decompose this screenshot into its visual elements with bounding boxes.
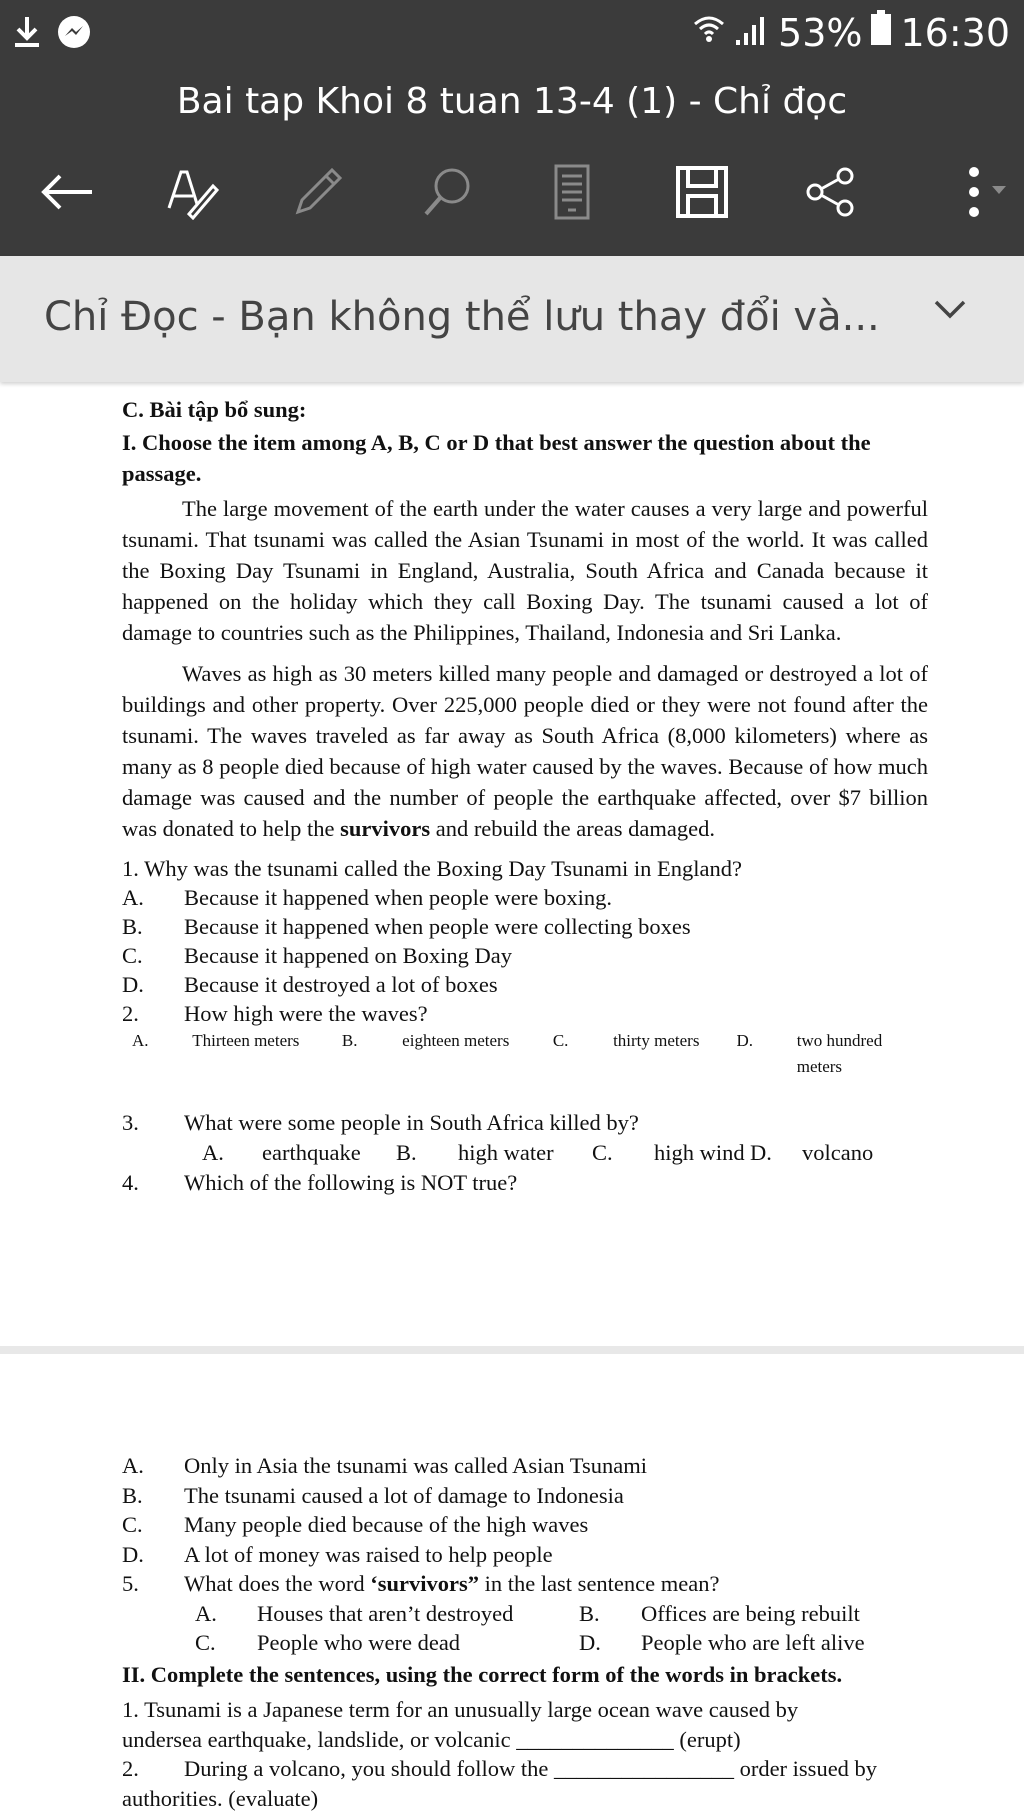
- q1-option-b: B. Because it happened when people were collecting boxes: [122, 914, 691, 939]
- q4-option-c: C. Many people died because of the high waves: [122, 1512, 589, 1537]
- toolbar: [0, 132, 1024, 256]
- download-icon: [12, 15, 42, 53]
- more-button[interactable]: [940, 158, 1020, 230]
- q5-options-row1: A. Houses that aren’t destroyed B. Offices are being rebuilt: [195, 1600, 860, 1626]
- clock: 16:30: [900, 10, 1010, 55]
- sentence-2-cont: authorities. (evaluate): [122, 1785, 319, 1811]
- q4-option-d: D. A lot of money was raised to help people: [122, 1541, 553, 1567]
- question-3: 3. What were some people in South Africa killed by?: [122, 1110, 639, 1135]
- section-heading: C. Bài tập bổ sung:: [122, 397, 307, 422]
- save-icon: [674, 164, 730, 225]
- pencil-icon: [290, 164, 346, 225]
- back-button[interactable]: [30, 158, 102, 230]
- page-divider: [0, 1346, 1024, 1354]
- battery-text: 53%: [778, 10, 863, 55]
- q1-options: [122, 883, 928, 1028]
- banner-message: Chỉ Đọc - Bạn không thể lưu thay đổi và...: [44, 294, 880, 340]
- signal-icon: [734, 11, 770, 55]
- answer-blank-1: ______________: [516, 1726, 674, 1752]
- q1-option-a: A. Because it happened when people were boxing.: [122, 885, 612, 910]
- share-icon: [803, 164, 859, 225]
- q1-option-d: D. Because it destroyed a lot of boxes: [122, 972, 498, 997]
- reading-view-icon: [552, 164, 592, 225]
- sentence-1: 1. Tsunami is a Japanese term for an unusually large ocean wave caused by undersea earthquake, landslide, or volcanic ______________ (erupt): [122, 1697, 799, 1752]
- survivors-word: survivors: [340, 816, 431, 841]
- more-icon: [950, 164, 1010, 225]
- question-5: 5. What does the word ‘survivors” in the last sentence mean?: [122, 1571, 720, 1596]
- ink-pen-icon: [163, 164, 219, 225]
- q3-options: A. earthquake B. high water C. high wind D. volcano: [202, 1140, 874, 1165]
- part1-heading: I. Choose the item among A, B, C or D that best answer the question about the passage.: [122, 430, 871, 486]
- search-icon: [420, 164, 476, 225]
- q5-options-row2: C. People who were dead D. People who are left alive: [195, 1630, 865, 1655]
- ink-pen-button[interactable]: [155, 158, 227, 230]
- sentence-2: 2. During a volcano, you should follow the ________________ order issued by: [122, 1756, 878, 1781]
- part2-heading: II. Complete the sentences, using the correct form of the words in brackets.: [122, 1661, 843, 1687]
- document-page-2: [122, 1451, 928, 1813]
- document-title: Bai tap Khoi 8 tuan 13-4 (1) - Chỉ đọc: [0, 72, 1024, 132]
- answer-blank-2: ________________: [553, 1756, 734, 1781]
- reading-view-button[interactable]: [536, 158, 608, 230]
- pencil-button[interactable]: [282, 158, 354, 230]
- question-2: 2. How high were the waves?: [122, 1001, 428, 1026]
- search-button[interactable]: [412, 158, 484, 230]
- passage-paragraph-2: Waves as high as 30 meters killed many people and damaged or destroyed a lot of buildings and other property. Over 225,000 people died or they were not found after the tsunami. The waves traveled as far away as South Africa (8,000 kilometers) where as many as 8 people died because of high water caused by the waves. Because of how much damage was caused and the number of people the earthquake affected, over $7 billion was donated to help the survivors and rebuild the areas damaged.: [122, 661, 928, 841]
- chevron-down-icon[interactable]: [932, 298, 968, 326]
- back-arrow-icon: [38, 172, 94, 217]
- share-button[interactable]: [795, 158, 867, 230]
- messenger-icon: [56, 14, 92, 54]
- wifi-icon: [692, 11, 726, 55]
- question-4: 4. Which of the following is NOT true?: [122, 1170, 518, 1195]
- q1-option-c: C. Because it happened on Boxing Day: [122, 943, 513, 968]
- question-1: 1. Why was the tsunami called the Boxing Day Tsunami in England?: [122, 856, 742, 881]
- q4-option-b: B. The tsunami caused a lot of damage to Indonesia: [122, 1482, 624, 1508]
- document-page-1: [122, 394, 928, 1198]
- battery-icon: [870, 10, 892, 55]
- status-bar: [0, 0, 1024, 72]
- q2-options: A. Thirteen meters B. eighteen meters C. thirty meters D. two hundred meters: [132, 1031, 883, 1076]
- q4-option-a: A. Only in Asia the tsunami was called Asian Tsunami: [122, 1453, 647, 1478]
- read-only-banner[interactable]: [0, 256, 1024, 382]
- passage-paragraph-1: The large movement of the earth under the water causes a very large and powerful tsunami. That tsunami was called the Asian Tsunami in most of the world. It was called the Boxing Day Tsunami in England, Australia, South Africa and Canada because it happened on the holiday which they call Boxing Day. The tsunami caused a lot of damage to countries such as the Philippines, Thailand, Indonesia and Sri Lanka.: [122, 496, 928, 645]
- save-button[interactable]: [666, 158, 738, 230]
